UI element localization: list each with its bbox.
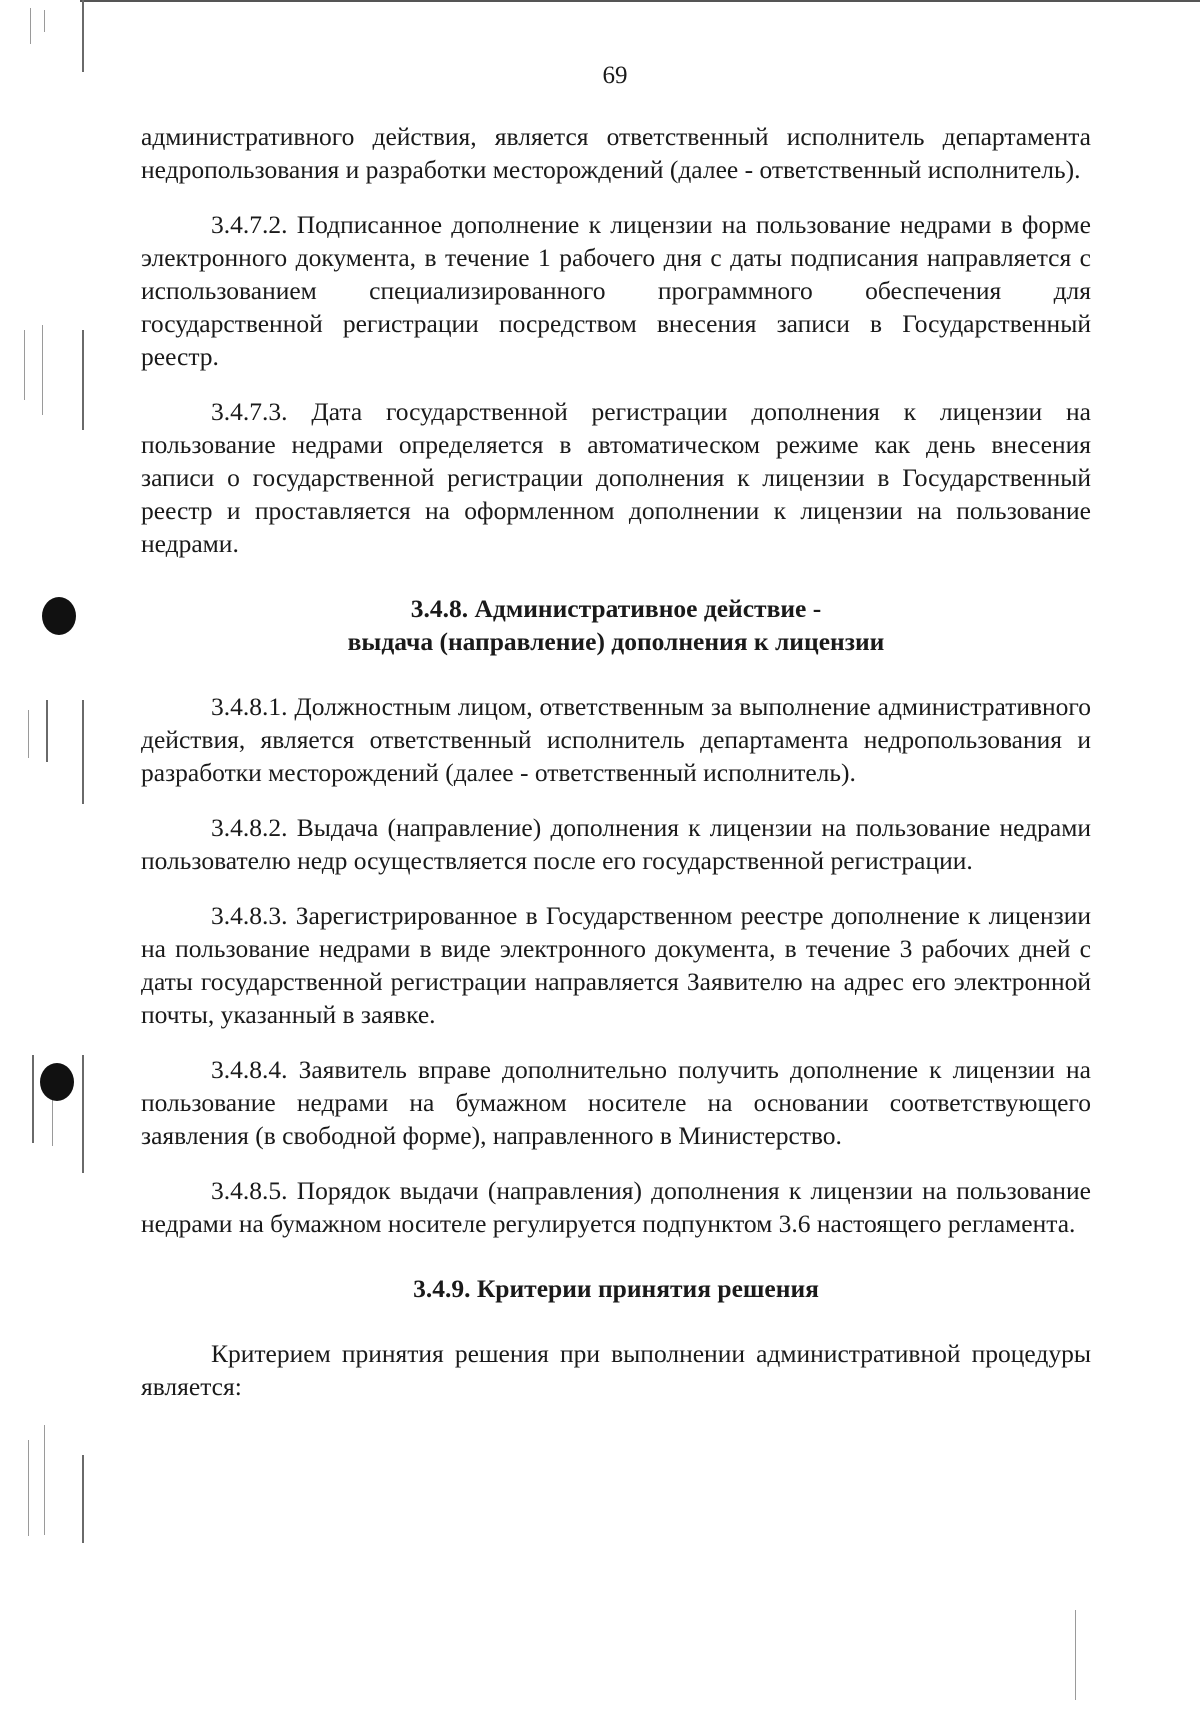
paragraph-3-4-8-1: 3.4.8.1. Должностным лицом, ответственным за выполнение административного действия, является ответственный исполнитель департамента недропользования и разработки месторождений (далее - ответственный исполнитель). (141, 692, 1091, 787)
scan-binder-line (44, 10, 45, 32)
section-heading-3-4-8-line1: 3.4.8. Административное действие - (410, 594, 822, 623)
scan-binder-line (52, 1100, 53, 1146)
scan-top-edge (80, 0, 1200, 2)
scan-binder-line (32, 1055, 34, 1143)
scan-binder-line (82, 1055, 84, 1173)
section-heading-3-4-8-line2: выдача (направление) дополнения к лицензии (347, 627, 885, 656)
scan-binder-line (28, 1440, 29, 1536)
paragraph-decision-criteria: Критерием принятия решения при выполнении административной процедуры является: (141, 1339, 1091, 1401)
scan-binder-line (28, 710, 29, 758)
paragraph-3-4-8-5: 3.4.8.5. Порядок выдачи (направления) дополнения к лицензии на пользование недрами на бумажном носителе регулируется подпунктом 3.6 настоящего регламента. (141, 1176, 1091, 1238)
paragraph-3-4-8-3: 3.4.8.3. Зарегистрированное в Государственном реестре дополнение к лицензии на пользование недрами в виде электронного документа, в течение 3 рабочих дней с даты государственной регистрации направляется Заявителю на адрес его электронной почты, указанный в заявке. (141, 901, 1091, 1029)
scan-binder-line (82, 700, 84, 804)
paragraph-3-4-7-2: 3.4.7.2. Подписанное дополнение к лицензии на пользование недрами в форме электронного документа, в течение 1 рабочего дня с даты подписания направляется с использованием специализированного программного обеспечения для государственной регистрации посредством внесения записи в Государственный реестр. (141, 210, 1091, 371)
section-heading-3-4-8 (141, 592, 1091, 658)
scan-binder-line (24, 330, 25, 400)
paragraph-3-4-8-2: 3.4.8.2. Выдача (направление) дополнения к лицензии на пользование недрами пользователю недр осуществляется после его государственной регистрации. (141, 813, 1091, 875)
scan-binder-line (82, 330, 84, 430)
scan-binder-line (82, 1455, 84, 1543)
scan-binder-line (30, 8, 31, 44)
scan-binder-line (42, 325, 43, 415)
document-body (141, 120, 1091, 1403)
scan-binder-line (44, 1425, 45, 1535)
page-number: 69 (602, 62, 628, 89)
paragraph-3-4-8-4: 3.4.8.4. Заявитель вправе дополнительно получить дополнение к лицензии на пользование недрами на бумажном носителе на основании соответствующего заявления (в свободной форме), направленного в Министерство. (141, 1055, 1091, 1150)
punch-hole (40, 1063, 74, 1101)
punch-hole (42, 597, 76, 635)
scan-binder-line (46, 700, 48, 762)
section-heading-3-4-9: 3.4.9. Критерии принятия решения (413, 1274, 819, 1303)
paragraph-responsible-executor-intro: административного действия, является ответственный исполнитель департамента недропользования и разработки месторождений (далее - ответственный исполнитель). (141, 122, 1091, 184)
paragraph-3-4-7-3: 3.4.7.3. Дата государственной регистрации дополнения к лицензии на пользование недрами определяется в автоматическом режиме как день внесения записи о государственной регистрации дополнения к лицензии в Государственный реестр и проставляется на оформленном дополнении к лицензии на пользование недрами. (141, 397, 1091, 558)
scan-binder-line (1075, 1610, 1076, 1700)
